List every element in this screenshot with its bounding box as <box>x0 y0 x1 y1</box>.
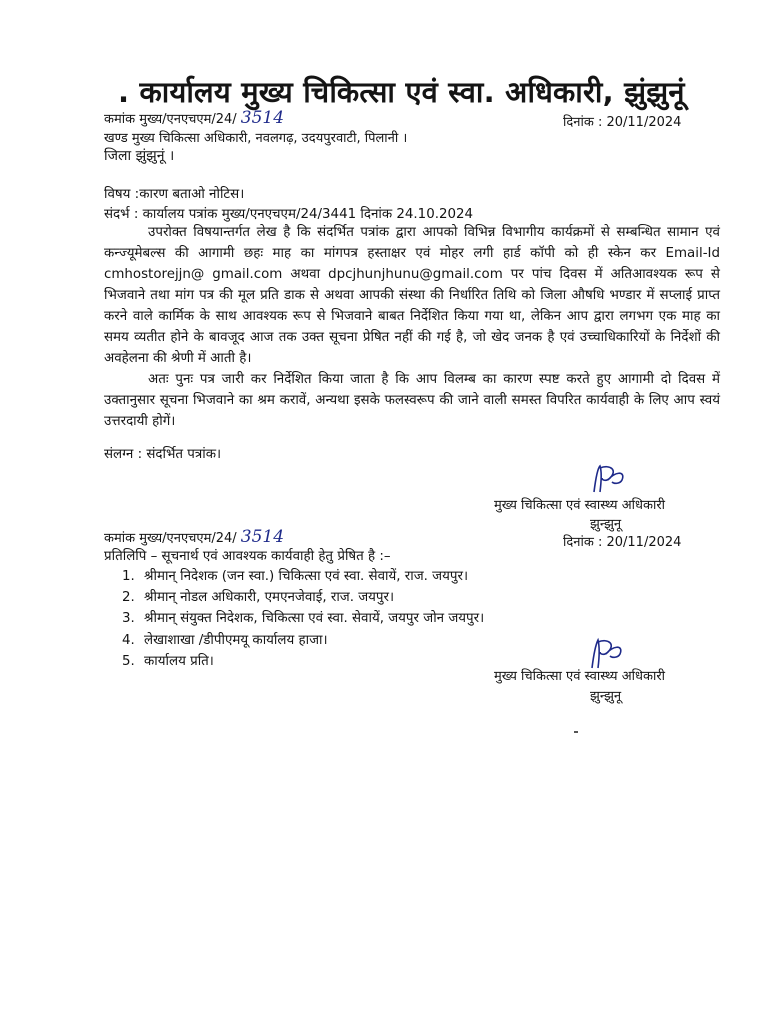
addressee: खण्ड मुख्य चिकित्सा अधिकारी, नवलगढ़, उदयपुरवाटी, पिलानी । <box>104 131 408 146</box>
letter-body <box>104 222 720 432</box>
body-paragraph-1: उपरोक्त विषयान्तर्गत लेख है कि संदर्भित पत्रांक द्वारा आपको विभिन्न विभागीय कार्यक्रमों से सम्बन्धित सामान एवं कन्ज्यूमेबल्स की आगामी छहः माह का मांगपत्र हस्ताक्षर एवं मोहर लगी हार्ड कॉपी को ही स्केन कर Email-Id cmhostorejjn@ gmail.com अथवा dpcjhunjhunu@gmail.com पर पांच दिवस में अतिआवश्यक रूप से भिजवाने तथा मांग पत्र की मूल प्रति डाक से अथवा आपकी संस्था की निर्धारित तिथि को जिला औषधि भण्डार में सप्लाई प्राप्त करने वाले कार्मिक के साथ आवश्यक रूप से भिजवाने बाबत निर्देशित किया गया था, लेकिन आप द्वारा लगभग एक माह का समय व्यतीत होने के बावजूद आज तक उक्त सूचना प्रेषित नहीं की गई है, जो खेद जनक है एवं उच्चाधिकारियों के निर्देशों की अवहेलना की श्रेणी में आती है। <box>104 225 720 366</box>
signatory-designation-2: मुख्य चिकित्सा एवं स्वास्थ्य अधिकारी <box>494 669 666 684</box>
reference-number <box>104 108 284 128</box>
subject-line: विषय :कारण बताओ नोटिस। <box>104 187 245 202</box>
enclosure-line: संलग्न : संदर्भित पत्रांक। <box>104 447 222 462</box>
copy-reference-number <box>104 527 284 547</box>
copy-ref-prefix: कमांक मुख्य/एनएचएम/24/ <box>104 531 237 546</box>
ref-prefix: कमांक मुख्य/एनएचएम/24/ <box>104 112 237 127</box>
list-item: 3. श्रीमान् संयुक्त निदेशक, चिकित्सा एवं स्वा. सेवायें, जयपुर जोन जयपुर। <box>122 611 485 627</box>
body-paragraph-2: अतः पुनः पत्र जारी कर निर्देशित किया जाता है कि आप विलम्ब का कारण स्पष्ट करते हुए आगामी दो दिवस में उक्तानुसार सूचना भिजवाने का श्रम करावें, अन्यथा इसके फलस्वरूप की जाने वाली समस्त विपरित कार्यवाही के लिए आप स्वयं उत्तरदायी होगें। <box>104 372 720 429</box>
copy-recipient-list <box>122 566 484 672</box>
addressee-district: जिला झुंझुनूं । <box>104 148 175 164</box>
signatory-designation-1: मुख्य चिकित्सा एवं स्वास्थ्य अधिकारी <box>494 498 666 513</box>
office-title: . कार्यालय मुख्य चिकित्सा एवं स्वा. अधिकारी, झुंझुनूं <box>118 75 685 109</box>
copy-date: दिनांक : 20/11/2024 <box>563 535 682 550</box>
signatory-place-2: झुन्झुनू <box>590 689 622 704</box>
scan-speck <box>574 731 578 733</box>
ref-number-handwritten: 3514 <box>240 108 285 128</box>
copy-heading: प्रतिलिपि – सूचनार्थ एवं आवश्यक कार्यवाही हेतु प्रेषित है :– <box>104 549 391 564</box>
list-item: 5. कार्यालय प्रति। <box>122 653 214 669</box>
reference-line: संदर्भ : कार्यालय पत्रांक मुख्य/एनएचएम/24/3441 दिनांक 24.10.2024 <box>104 207 474 222</box>
copy-ref-number-handwritten: 3514 <box>240 527 285 547</box>
list-item: 4. लेखाशाखा /डीपीएमयू कार्यालय हाजा। <box>122 632 328 648</box>
signatory-place-1: झुन्झुनू <box>590 517 622 532</box>
list-item: 1. श्रीमान् निदेशक (जन स्वा.) चिकित्सा एवं स्वा. सेवायें, राज. जयपुर। <box>122 569 469 584</box>
list-item: 2. श्रीमान् नोडल अधिकारी, एमएनजेवाई, राज. जयपुर। <box>122 590 395 606</box>
letter-date: दिनांक : 20/11/2024 <box>563 115 682 130</box>
